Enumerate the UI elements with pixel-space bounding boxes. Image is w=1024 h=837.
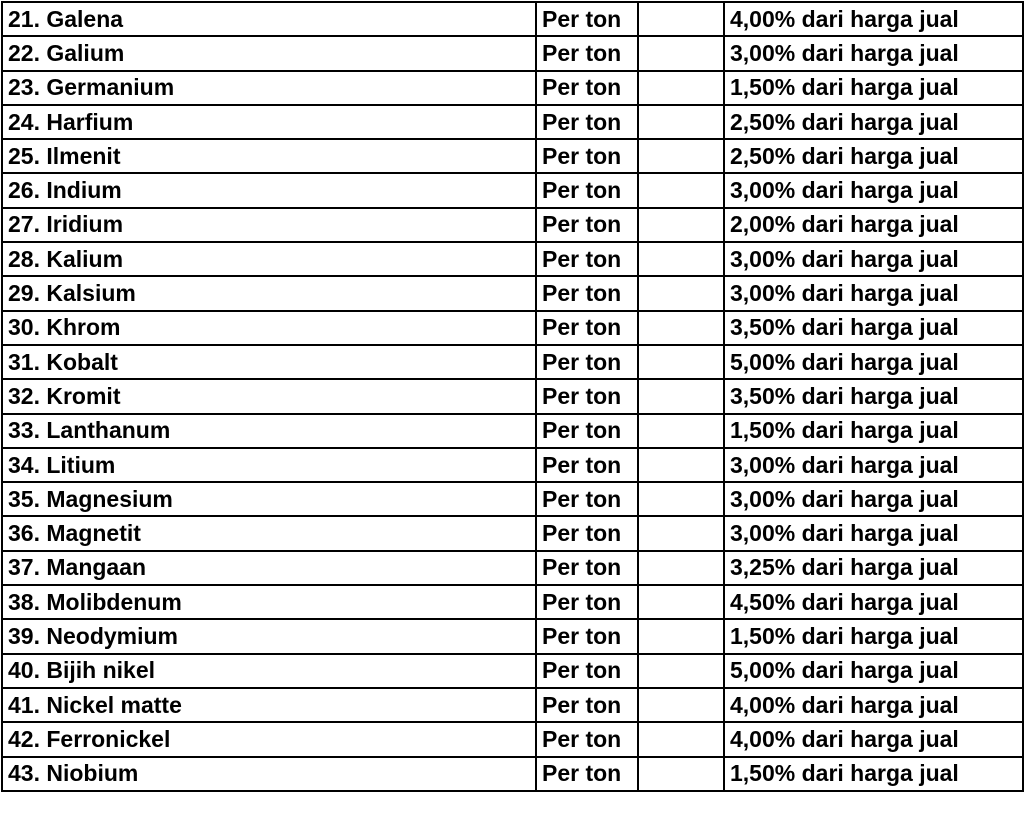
unit-cell: Per ton <box>536 722 638 756</box>
rate-cell: 3,00% dari harga jual <box>724 516 1023 550</box>
unit-cell: Per ton <box>536 516 638 550</box>
rate-cell: 3,00% dari harga jual <box>724 276 1023 310</box>
empty-cell <box>638 516 724 550</box>
rate-cell: 3,00% dari harga jual <box>724 242 1023 276</box>
table-row <box>2 516 1023 550</box>
commodity-name-cell: 35. Magnesium <box>2 482 536 516</box>
commodity-name-cell: 40. Bijih nikel <box>2 654 536 688</box>
rate-cell: 1,50% dari harga jual <box>724 757 1023 791</box>
unit-cell: Per ton <box>536 448 638 482</box>
unit-cell: Per ton <box>536 345 638 379</box>
rate-cell: 5,00% dari harga jual <box>724 345 1023 379</box>
rate-cell: 3,50% dari harga jual <box>724 311 1023 345</box>
commodity-name-cell: 42. Ferronickel <box>2 722 536 756</box>
empty-cell <box>638 105 724 139</box>
commodity-name-cell: 21. Galena <box>2 2 536 36</box>
empty-cell <box>638 345 724 379</box>
rate-cell: 1,50% dari harga jual <box>724 619 1023 653</box>
table-row <box>2 585 1023 619</box>
table-row <box>2 139 1023 173</box>
table-row <box>2 414 1023 448</box>
table-row <box>2 311 1023 345</box>
empty-cell <box>638 2 724 36</box>
commodity-name-cell: 34. Litium <box>2 448 536 482</box>
table-row <box>2 242 1023 276</box>
rate-cell: 2,50% dari harga jual <box>724 105 1023 139</box>
table-row <box>2 722 1023 756</box>
commodity-name-cell: 32. Kromit <box>2 379 536 413</box>
empty-cell <box>638 688 724 722</box>
table-row <box>2 757 1023 791</box>
rate-cell: 1,50% dari harga jual <box>724 414 1023 448</box>
commodity-name-cell: 31. Kobalt <box>2 345 536 379</box>
table-row <box>2 173 1023 207</box>
royalty-rate-table <box>1 1 1024 792</box>
commodity-name-cell: 29. Kalsium <box>2 276 536 310</box>
empty-cell <box>638 276 724 310</box>
rate-cell: 1,50% dari harga jual <box>724 71 1023 105</box>
unit-cell: Per ton <box>536 71 638 105</box>
empty-cell <box>638 654 724 688</box>
table-row <box>2 551 1023 585</box>
unit-cell: Per ton <box>536 482 638 516</box>
empty-cell <box>638 757 724 791</box>
empty-cell <box>638 585 724 619</box>
unit-cell: Per ton <box>536 585 638 619</box>
commodity-name-cell: 37. Mangaan <box>2 551 536 585</box>
empty-cell <box>638 242 724 276</box>
commodity-name-cell: 30. Khrom <box>2 311 536 345</box>
rate-cell: 3,00% dari harga jual <box>724 482 1023 516</box>
commodity-name-cell: 36. Magnetit <box>2 516 536 550</box>
commodity-name-cell: 38. Molibdenum <box>2 585 536 619</box>
unit-cell: Per ton <box>536 139 638 173</box>
rate-cell: 5,00% dari harga jual <box>724 654 1023 688</box>
unit-cell: Per ton <box>536 414 638 448</box>
empty-cell <box>638 722 724 756</box>
commodity-name-cell: 24. Harfium <box>2 105 536 139</box>
empty-cell <box>638 379 724 413</box>
unit-cell: Per ton <box>536 105 638 139</box>
unit-cell: Per ton <box>536 757 638 791</box>
empty-cell <box>638 619 724 653</box>
table-row <box>2 71 1023 105</box>
table-row <box>2 448 1023 482</box>
rate-cell: 3,50% dari harga jual <box>724 379 1023 413</box>
commodity-name-cell: 28. Kalium <box>2 242 536 276</box>
table-row <box>2 36 1023 70</box>
table-row <box>2 105 1023 139</box>
rate-cell: 4,00% dari harga jual <box>724 688 1023 722</box>
empty-cell <box>638 311 724 345</box>
empty-cell <box>638 36 724 70</box>
rate-cell: 3,00% dari harga jual <box>724 448 1023 482</box>
empty-cell <box>638 448 724 482</box>
rate-cell: 4,50% dari harga jual <box>724 585 1023 619</box>
commodity-name-cell: 43. Niobium <box>2 757 536 791</box>
unit-cell: Per ton <box>536 688 638 722</box>
rate-cell: 2,50% dari harga jual <box>724 139 1023 173</box>
table-row <box>2 2 1023 36</box>
table-row <box>2 208 1023 242</box>
empty-cell <box>638 414 724 448</box>
unit-cell: Per ton <box>536 173 638 207</box>
table-row <box>2 482 1023 516</box>
rate-cell: 3,00% dari harga jual <box>724 36 1023 70</box>
rate-cell: 3,00% dari harga jual <box>724 173 1023 207</box>
table-row <box>2 276 1023 310</box>
commodity-name-cell: 27. Iridium <box>2 208 536 242</box>
empty-cell <box>638 482 724 516</box>
table-row <box>2 688 1023 722</box>
unit-cell: Per ton <box>536 2 638 36</box>
unit-cell: Per ton <box>536 36 638 70</box>
table-row <box>2 379 1023 413</box>
unit-cell: Per ton <box>536 654 638 688</box>
empty-cell <box>638 139 724 173</box>
table-body <box>2 2 1023 791</box>
commodity-name-cell: 39. Neodymium <box>2 619 536 653</box>
rate-cell: 2,00% dari harga jual <box>724 208 1023 242</box>
unit-cell: Per ton <box>536 276 638 310</box>
empty-cell <box>638 551 724 585</box>
rate-cell: 3,25% dari harga jual <box>724 551 1023 585</box>
unit-cell: Per ton <box>536 379 638 413</box>
table-row <box>2 654 1023 688</box>
unit-cell: Per ton <box>536 619 638 653</box>
empty-cell <box>638 208 724 242</box>
empty-cell <box>638 71 724 105</box>
commodity-name-cell: 41. Nickel matte <box>2 688 536 722</box>
commodity-name-cell: 22. Galium <box>2 36 536 70</box>
commodity-name-cell: 25. Ilmenit <box>2 139 536 173</box>
commodity-name-cell: 26. Indium <box>2 173 536 207</box>
empty-cell <box>638 173 724 207</box>
commodity-name-cell: 33. Lanthanum <box>2 414 536 448</box>
unit-cell: Per ton <box>536 311 638 345</box>
commodity-name-cell: 23. Germanium <box>2 71 536 105</box>
unit-cell: Per ton <box>536 551 638 585</box>
unit-cell: Per ton <box>536 242 638 276</box>
table-row <box>2 345 1023 379</box>
rate-cell: 4,00% dari harga jual <box>724 2 1023 36</box>
table-row <box>2 619 1023 653</box>
unit-cell: Per ton <box>536 208 638 242</box>
rate-cell: 4,00% dari harga jual <box>724 722 1023 756</box>
